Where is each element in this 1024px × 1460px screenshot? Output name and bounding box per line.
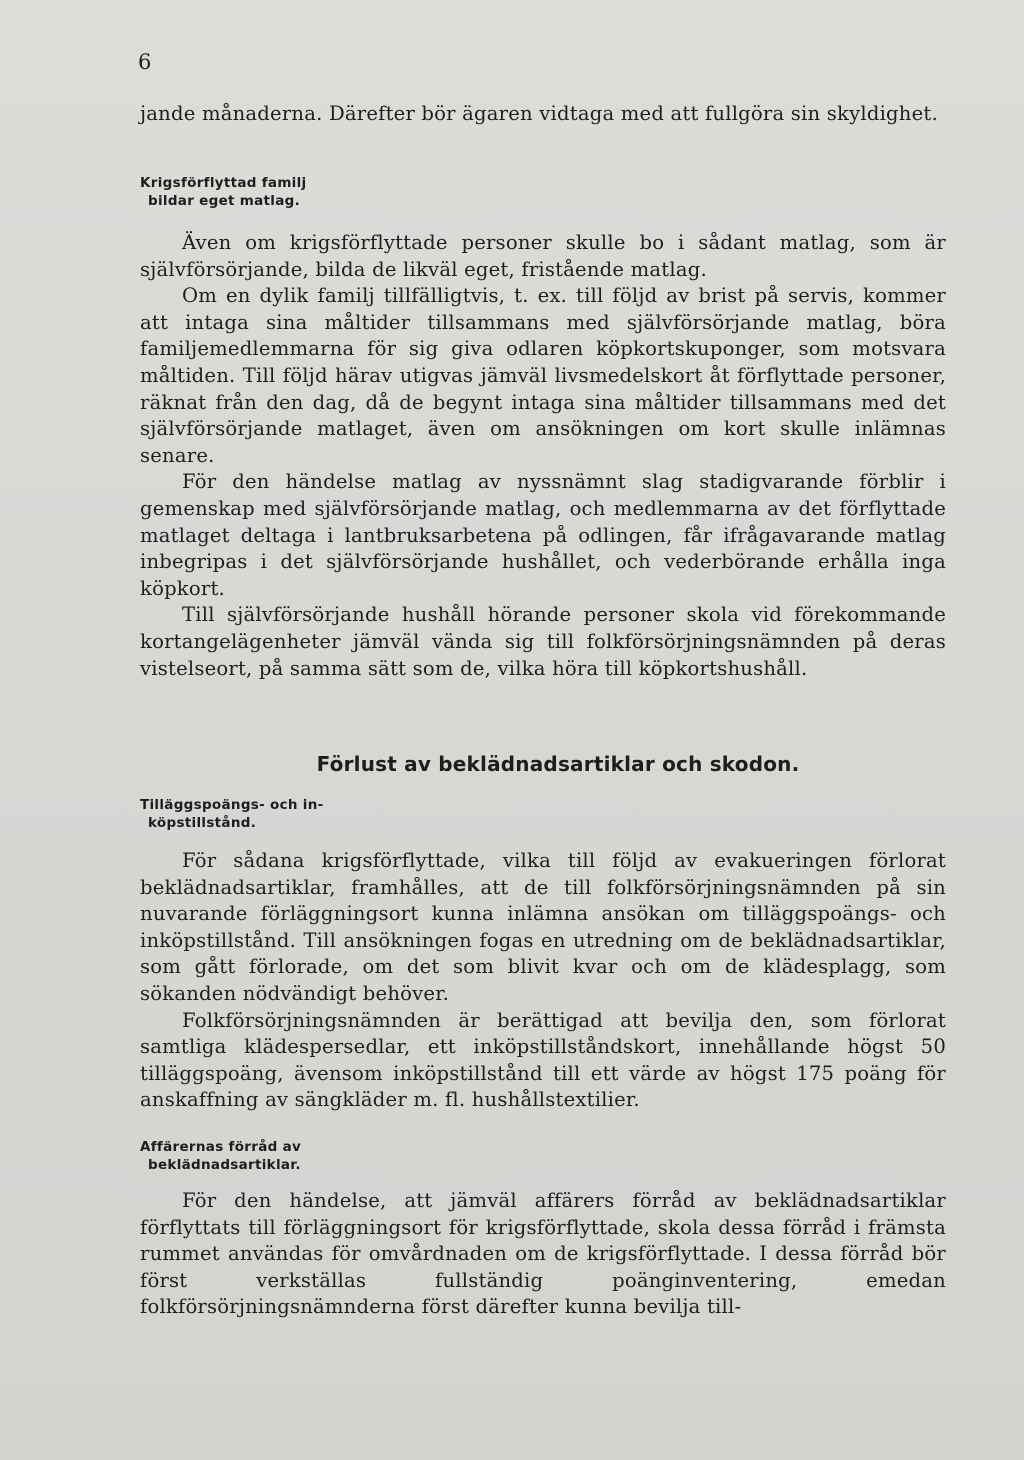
sidehead-line: köpstillstånd. (148, 815, 257, 831)
section-title (0, 752, 1024, 776)
sidehead-line: Affärernas förråd av (140, 1139, 302, 1155)
section-title-text: Förlust av beklädnadsartiklar och skodon. (316, 752, 800, 776)
sidehead-krigsforflyttad (140, 174, 306, 210)
page-number: 6 (138, 50, 152, 74)
section3-body (140, 1188, 946, 1321)
section2-body (140, 848, 946, 1114)
intro-block (140, 101, 946, 128)
sidehead-affarernas (140, 1138, 301, 1174)
sidehead-tillaggspoang (140, 796, 324, 832)
paragraph: För den händelse, att jämväl affärers förråd av beklädnadsartiklar förflyttats till förläggningsort för krigsförflyttade, skola dessa förråd i främsta rummet användas för omvårdnaden om de krigsförflyttade. I dessa förråd bör först verkställas fullständig poänginventering, emedan folkförsörjningsnämnderna först därefter kunna bevilja till- (140, 1189, 946, 1319)
paragraph: Även om krigsförflyttade personer skulle bo i sådant matlag, som är självförsörjande, bilda de likväl eget, fristående matlag. (140, 231, 946, 281)
paragraph: För sådana krigsförflyttade, vilka till följd av evakueringen förlorat beklädnadsartiklar, framhålles, att de till folkförsörjningsnämnden på sin nuvarande förläggningsort kunna inlämna ansökan om tilläggspoängs- och inköpstillstånd. Till ansökningen fogas en utredning om de beklädnadsartiklar, som gått förlorade, om det som blivit kvar och om de klädesplagg, som sökanden nödvändigt behöver. (140, 849, 946, 1005)
sidehead-line: bildar eget matlag. (148, 193, 301, 209)
sidehead-line: beklädnadsartiklar. (148, 1157, 301, 1173)
paragraph: För den händelse matlag av nyssnämnt slag stadigvarande förblir i gemenskap med självförsörjande matlag, och medlemmarna av det förflyttade matlaget deltaga i lantbruksarbetena på odlingen, får ifrågavarande matlag inbegripas i det självförsörjande hushållet, och vederbörande erhålla inga köpkort. (140, 470, 946, 600)
intro-paragraph: jande månaderna. Därefter bör ägaren vidtaga med att fullgöra sin skyldighet. (140, 102, 938, 125)
paragraph: Till självförsörjande hushåll hörande personer skola vid förekommande kortangelägenheter jämväl vända sig till folkförsörjningsnämnden på deras vistelseort, på samma sätt som de, vilka höra till köpkortshushåll. (140, 603, 946, 680)
paragraph: Om en dylik familj tillfälligtvis, t. ex. till följd av brist på servis, kommer att intaga sina måltider tillsammans med självförsörjande matlag, böra familjemedlemmarna för sig giva odlaren köpkortskuponger, som motsvara måltiden. Till följd härav utigvas jämväl livsmedelskort åt förflyttade personer, räknat från den dag, då de begynt intaga sina måltider tillsammans med det självförsörjande matlaget, även om ansökningen om kort skulle inlämnas senare. (140, 284, 946, 467)
section1-body (140, 230, 946, 682)
paragraph: Folkförsörjningsnämnden är berättigad att bevilja den, som förlorat samtliga klädespersedlar, ett inköpstillståndskort, innehållande högst 50 tilläggspoäng, ävensom inköpstillstånd till ett värde av högst 175 poäng för anskaffning av sängkläder m. fl. hushållstextilier. (140, 1008, 946, 1112)
sidehead-line: Tilläggspoängs- och in- (140, 797, 324, 813)
sidehead-line: Krigsförflyttad familj (140, 175, 307, 191)
